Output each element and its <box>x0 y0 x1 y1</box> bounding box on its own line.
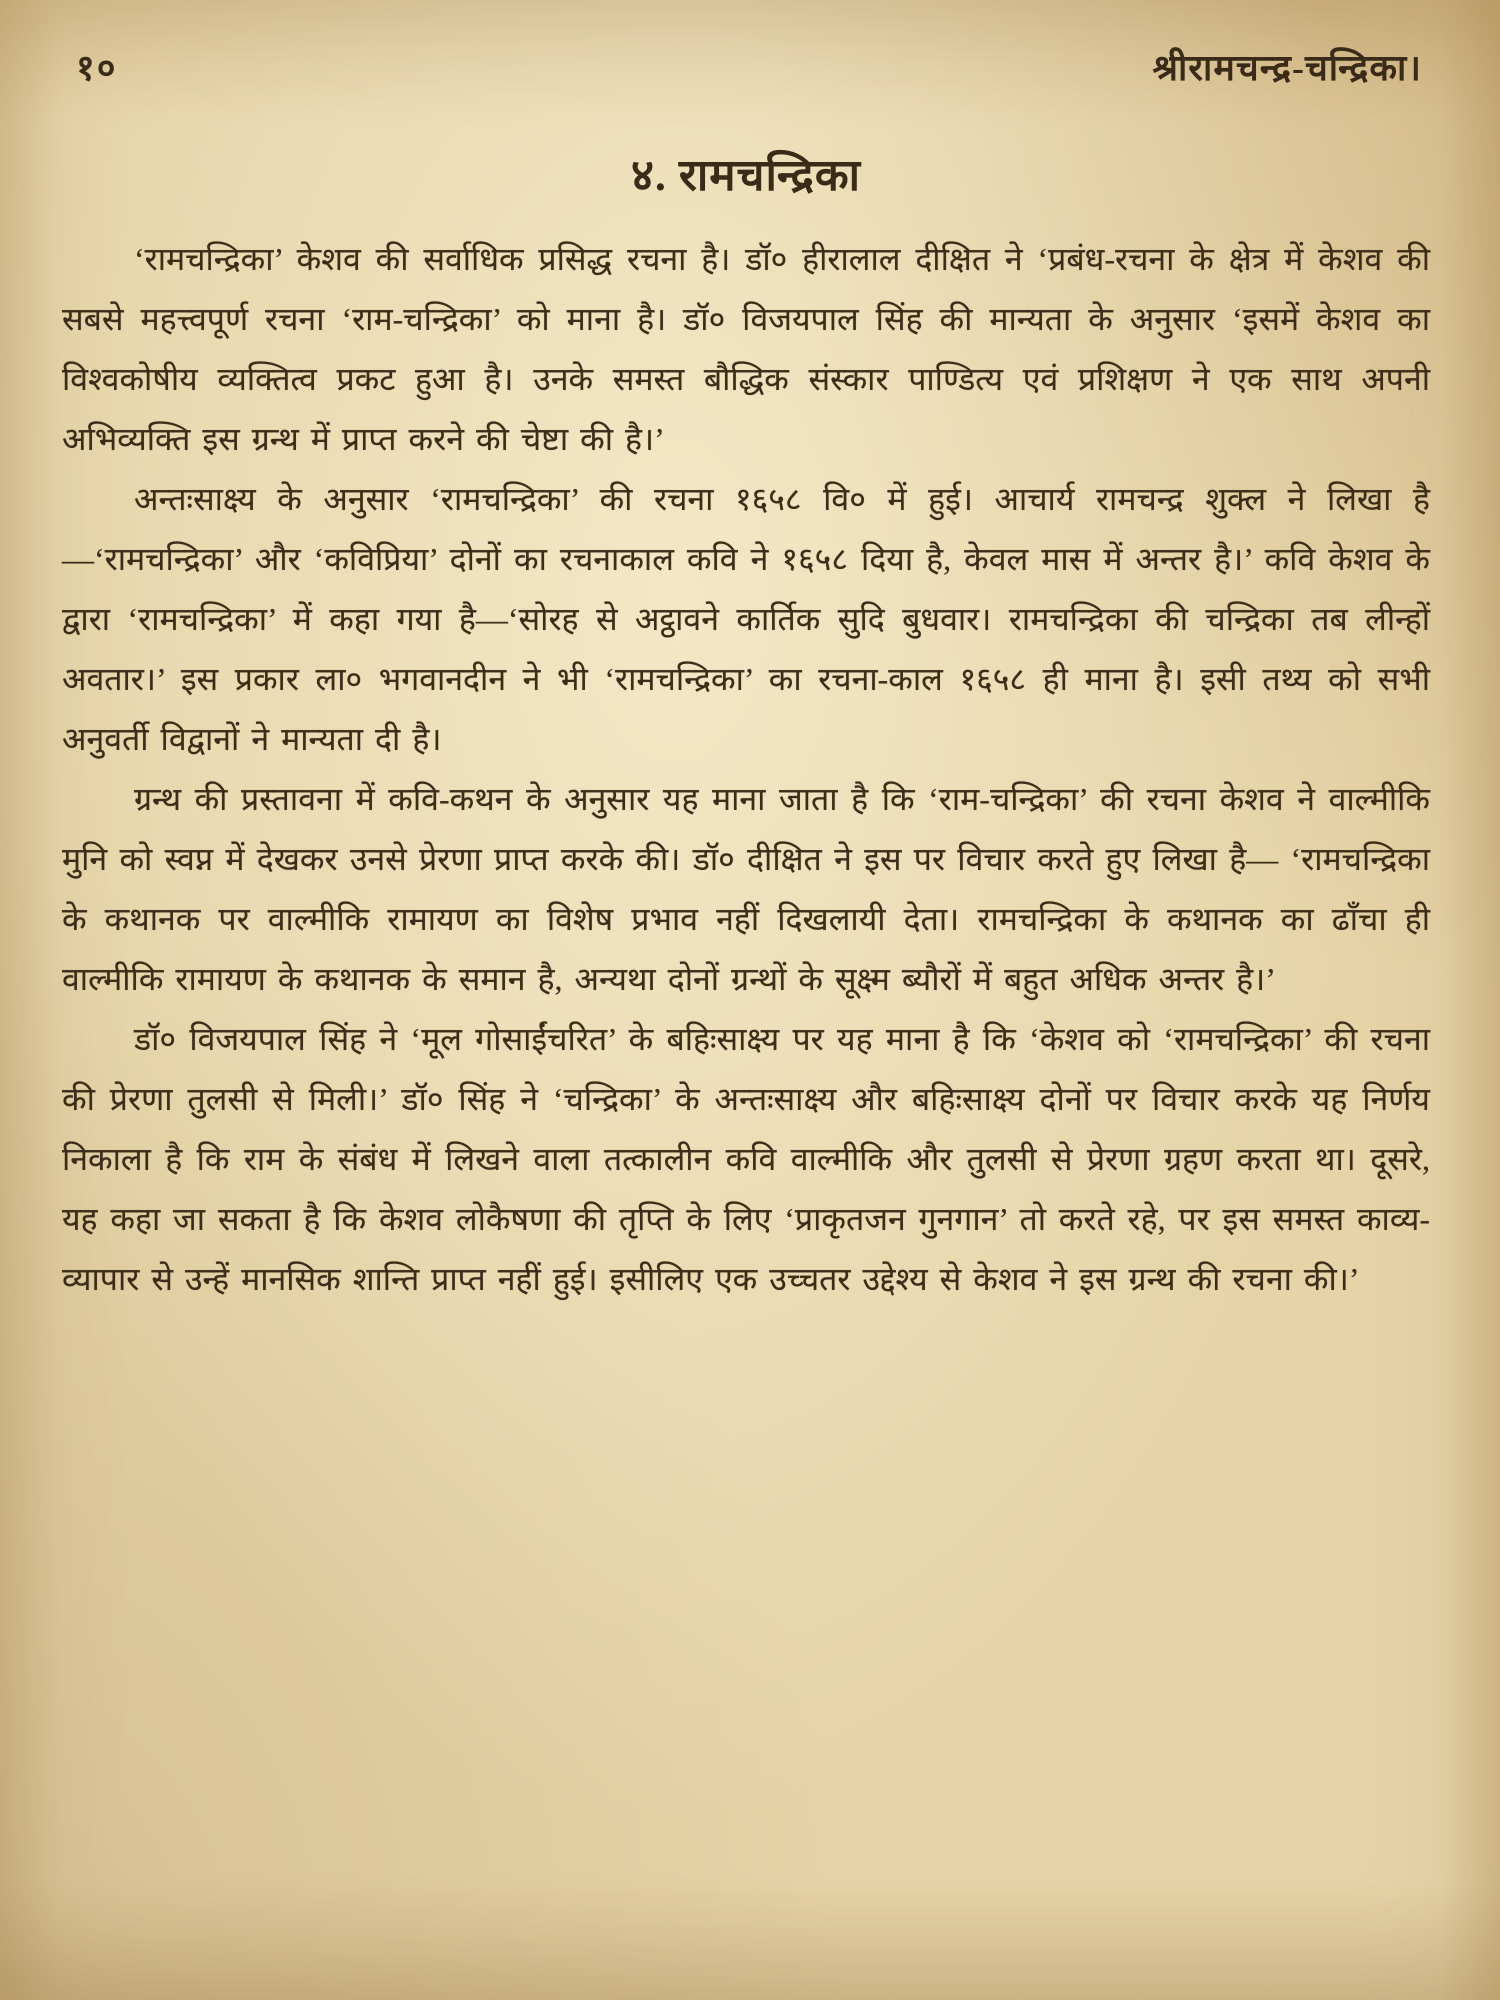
paragraph: ‘रामचन्द्रिका’ केशव की सर्वाधिक प्रसिद्ध रचना है। डॉ० हीरालाल दीक्षित ने ‘प्रबंध-रचना के क्षेत्र में केशव की सबसे महत्त्वपूर्ण रचना ‘राम-चन्द्रिका’ को माना है। डॉ० विजयपाल सिंह की मान्यता के अनुसार ‘इसमें केशव का विश्वकोषीय व्यक्तित्व प्रकट हुआ है। उनके समस्त बौद्धिक संस्कार पाण्डित्य एवं प्रशिक्षण ने एक साथ अपनी अभिव्यक्ति इस ग्रन्थ में प्राप्त करने की चेष्टा की है।’ <box>62 241 1430 457</box>
paragraph: अन्तःसाक्ष्य के अनुसार ‘रामचन्द्रिका’ की रचना १६५८ वि० में हुई। आचार्य रामचन्द्र शुक्ल ने लिखा है—‘रामचन्द्रिका’ और ‘कविप्रिया’ दोनों का रचनाकाल कवि ने १६५८ दिया है, केवल मास में अन्तर है।’ कवि केशव के द्वारा ‘रामचन्द्रिका’ में कहा गया है—‘सोरह से अट्ठावने कार्तिक सुदि बुधवार। रामचन्द्रिका की चन्द्रिका तब लीन्हों अवतार।’ इस प्रकार ला० भगवानदीन ने भी ‘रामचन्द्रिका’ का रचना-काल १६५८ ही माना है। इसी तथ्य को सभी अनुवर्ती विद्वानों ने मान्यता दी है। <box>62 481 1430 757</box>
section-title: ४. रामचन्द्रिका <box>630 151 862 200</box>
paragraph: ग्रन्थ की प्रस्तावना में कवि-कथन के अनुसार यह माना जाता है कि ‘राम-चन्द्रिका’ की रचना केशव ने वाल्मीकि मुनि को स्वप्न में देखकर उनसे प्रेरणा प्राप्त करके की। डॉ० दीक्षित ने इस पर विचार करते हुए लिखा है— ‘रामचन्द्रिका के कथानक पर वाल्मीकि रामायण का विशेष प्रभाव नहीं दिखलायी देता। रामचन्द्रिका के कथानक का ढाँचा ही वाल्मीकि रामायण के कथानक के समान है, अन्यथा दोनों ग्रन्थों के सूक्ष्म ब्यौरों में बहुत अधिक अन्तर है।’ <box>62 781 1430 997</box>
paragraph: डॉ० विजयपाल सिंह ने ‘मूल गोसाईंचरित’ के बहिःसाक्ष्य पर यह माना है कि ‘केशव को ‘रामचन्द्रिका’ की रचना की प्रेरणा तुलसी से मिली।’ डॉ० सिंह ने ‘चन्द्रिका’ के अन्तःसाक्ष्य और बहिःसाक्ष्य दोनों पर विचार करके यह निर्णय निकाला है कि राम के संबंध में लिखने वाला तत्कालीन कवि वाल्मीकि और तुलसी से प्रेरणा ग्रहण करता था। दूसरे, यह कहा जा सकता है कि केशव लोकैषणा की तृप्ति के लिए ‘प्राकृतजन गुनगान’ तो करते रहे, पर इस समस्त काव्य-व्यापार से उन्हें मानसिक शान्ति प्राप्त नहीं हुई। इसीलिए एक उच्चतर उद्देश्य से केशव ने इस ग्रन्थ की रचना की।’ <box>62 1021 1430 1297</box>
running-header: श्रीरामचन्द्र-चन्द्रिका। <box>1152 48 1422 88</box>
page-number: १० <box>76 48 118 88</box>
page-header <box>62 42 1430 91</box>
body-text <box>62 229 1430 1309</box>
